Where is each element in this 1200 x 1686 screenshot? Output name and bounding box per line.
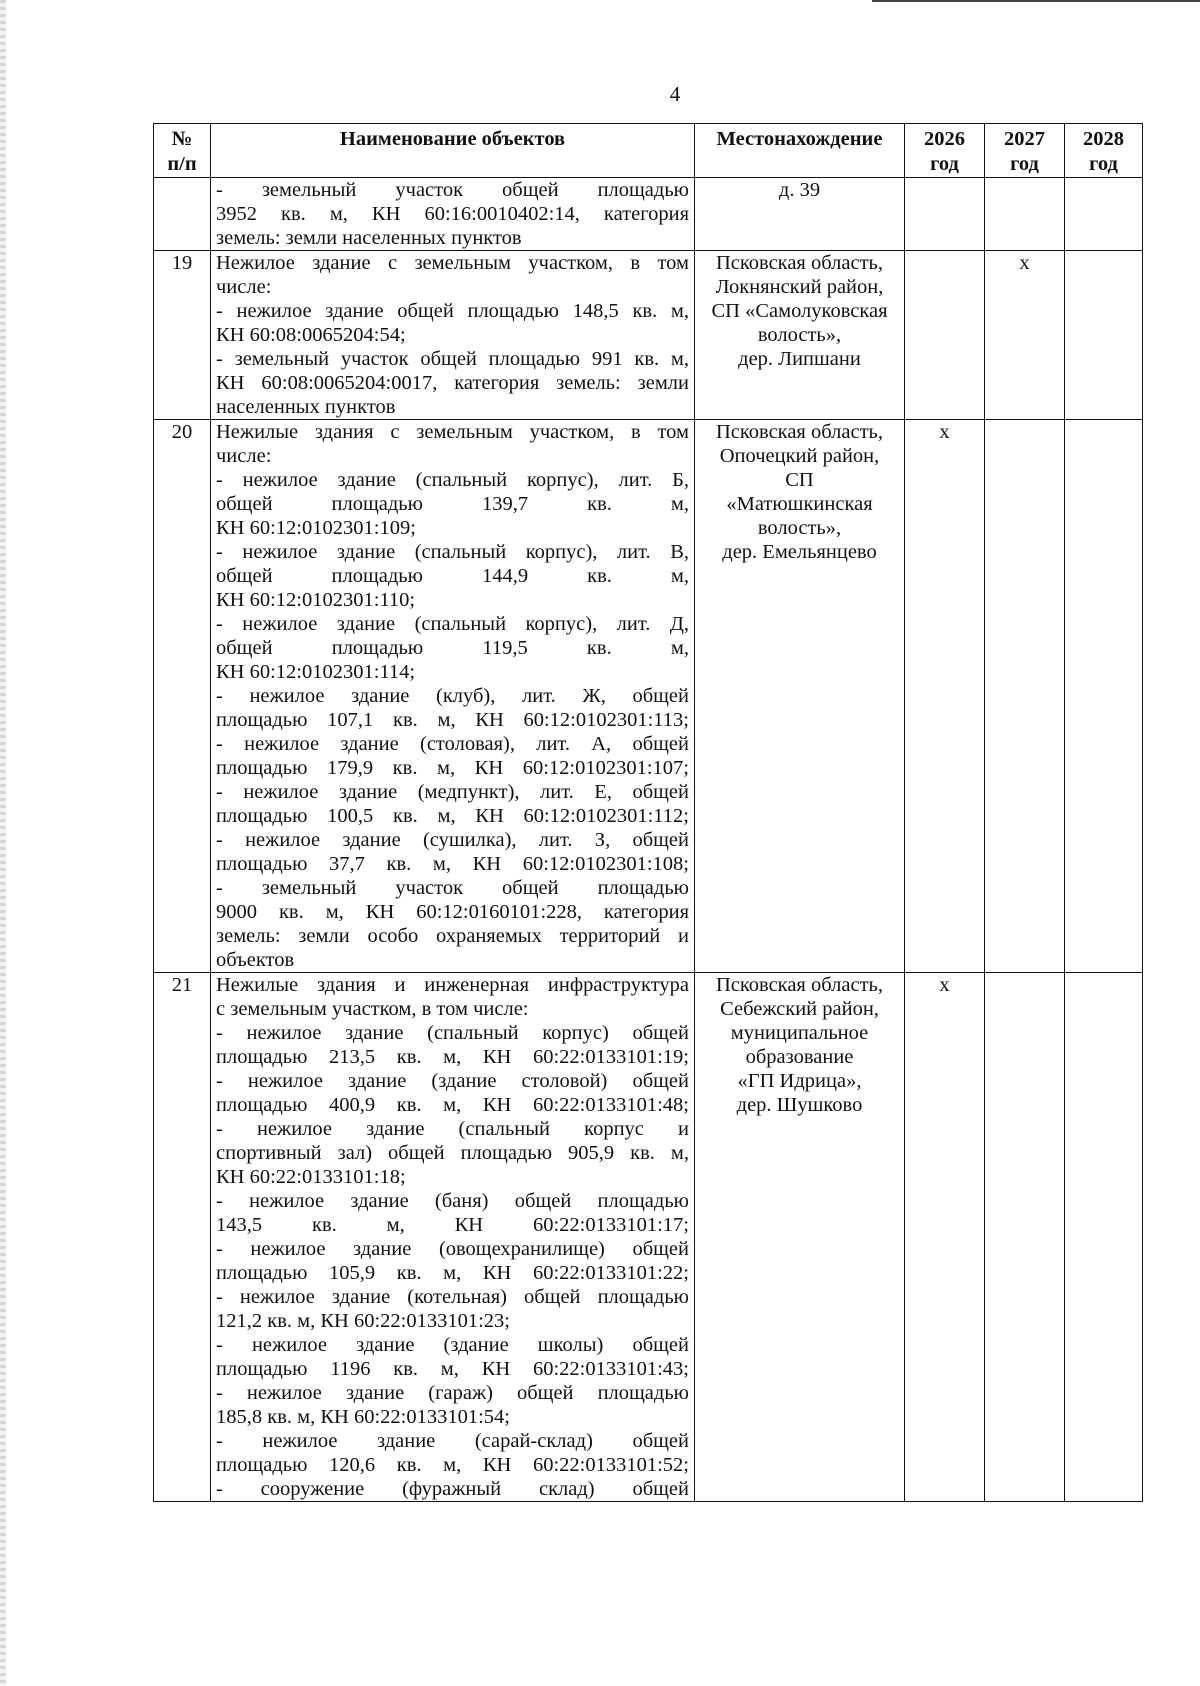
object-name-line: - нежилое здание (спальный корпус), лит. В, (216, 541, 689, 563)
year-2026-mark: х (905, 973, 985, 1502)
object-name-line: 185,8 кв. м, КН 60:22:0133101:54; (216, 1406, 510, 1428)
year-2026-mark (905, 251, 985, 420)
object-name-line: числе: (216, 445, 272, 467)
object-name-line: - нежилое здание (спальный корпус) общей (216, 1022, 689, 1044)
objects-table (153, 123, 1143, 1502)
object-name-line: общей площадью 144,9 кв. м, (216, 565, 689, 587)
object-name-line: площадью 37,7 кв. м, КН 60:12:0102301:108; (216, 853, 689, 875)
object-name-line: КН 60:08:0065204:0017, категория земель: земли (216, 372, 689, 394)
location-line: муниципальное (730, 1022, 869, 1044)
row-number: 21 (154, 973, 211, 1502)
object-name-line: - нежилое здание (сушилка), лит. З, общей (216, 829, 689, 851)
object-location (695, 178, 905, 251)
year-2028-mark (1065, 420, 1143, 973)
object-name-line: площадью 120,6 кв. м, КН 60:22:0133101:52; (216, 1454, 689, 1476)
location-line: Псковская область, (715, 421, 884, 443)
year-2026-mark: х (905, 420, 985, 973)
object-name (211, 420, 695, 973)
object-name-line: - нежилое здание (баня) общей площадью (216, 1190, 689, 1212)
object-name-line: - нежилое здание (здание школы) общей (216, 1334, 689, 1356)
object-name-line: - нежилое здание (спальный корпус), лит. Д, (216, 613, 689, 635)
location-line: дер. Емельянцево (722, 541, 877, 563)
location-line: Псковская область, (715, 252, 884, 274)
object-name-line: Нежилые здания с земельным участком, в том (216, 421, 689, 443)
table-row (154, 251, 1143, 420)
year-2028-mark (1065, 973, 1143, 1502)
object-name-line: КН 60:12:0102301:109; (216, 517, 416, 539)
year-2028-mark (1065, 251, 1143, 420)
object-name-line: земель: земли особо охраняемых территорий и (216, 925, 689, 947)
year-2027-mark (985, 420, 1065, 973)
year-2027-mark (985, 178, 1065, 251)
object-name-line: 121,2 кв. м, КН 60:22:0133101:23; (216, 1310, 510, 1332)
object-name-line: - нежилое здание (котельная) общей площадью (216, 1286, 689, 1308)
header-year-2026: 2026 год (905, 124, 985, 178)
object-name-line: объектов (216, 949, 295, 971)
object-name-line: - земельный участок общей площадью 991 кв. м, (216, 348, 689, 370)
object-name (211, 178, 695, 251)
object-name-line: общей площадью 139,7 кв. м, (216, 493, 689, 515)
object-name (211, 251, 695, 420)
scan-edge (0, 0, 6, 1686)
object-name-line: - нежилое здание (спальный корпус), лит. Б, (216, 469, 689, 491)
object-name-line: площадью 105,9 кв. м, КН 60:22:0133101:22; (216, 1262, 689, 1284)
header-number: № п/п (154, 124, 211, 178)
object-name-line: земель: земли населенных пунктов (216, 227, 522, 249)
object-name-line: КН 60:22:0133101:18; (216, 1166, 406, 1188)
header-row (154, 124, 1143, 178)
object-name-line: 9000 кв. м, КН 60:12:0160101:228, категория (216, 901, 689, 923)
object-name-line: площадью 179,9 кв. м, КН 60:12:0102301:107; (216, 757, 689, 779)
location-line: Локнянский район, (715, 276, 884, 298)
object-name-line: населенных пунктов (216, 396, 396, 418)
header-year-2027: 2027 год (985, 124, 1065, 178)
object-name-line: - нежилое здание (спальный корпус и (216, 1118, 689, 1140)
year-2026-mark (905, 178, 985, 251)
header-year-2028: 2028 год (1065, 124, 1143, 178)
object-name-line: числе: (216, 276, 272, 298)
table-row (154, 420, 1143, 973)
object-name-line: - нежилое здание (медпункт), лит. Е, общей (216, 781, 689, 803)
object-name-line: площадью 213,5 кв. м, КН 60:22:0133101:19; (216, 1046, 689, 1068)
object-name-line: спортивный зал) общей площадью 905,9 кв. м, (216, 1142, 689, 1164)
object-location (695, 420, 905, 973)
object-name-line: КН 60:08:0065204:54; (216, 324, 406, 346)
object-name-line: - нежилое здание (здание столовой) общей (216, 1070, 689, 1092)
object-name-line: площадью 400,9 кв. м, КН 60:22:0133101:48; (216, 1094, 689, 1116)
location-line: Опочецкий район, (719, 445, 880, 467)
location-line: «ГП Идрица», (737, 1070, 862, 1092)
location-line: волость», (757, 324, 842, 346)
object-name-line: площадью 107,1 кв. м, КН 60:12:0102301:113; (216, 709, 689, 731)
object-name-line: - земельный участок общей площадью (216, 877, 689, 899)
object-name-line: - нежилое здание (сарай-склад) общей (216, 1430, 689, 1452)
year-2027-mark: х (985, 251, 1065, 420)
location-line: дер. Шушково (736, 1094, 863, 1116)
header-location: Местонахождение (695, 124, 905, 178)
location-line: «Матюшкинская (726, 493, 873, 515)
object-name-line: общей площадью 119,5 кв. м, (216, 637, 689, 659)
object-name-line: - нежилое здание общей площадью 148,5 кв. м, (216, 300, 689, 322)
table-row (154, 178, 1143, 251)
location-line: образование (745, 1046, 854, 1068)
object-name-line: КН 60:12:0102301:114; (216, 661, 416, 683)
object-location (695, 973, 905, 1502)
header-name: Наименование объектов (211, 124, 695, 178)
object-name-line: Нежилое здание с земельным участком, в том (216, 252, 689, 274)
location-line: СП «Самолуковская (711, 300, 888, 322)
object-name-line: - нежилое здание (овощехранилище) общей (216, 1238, 689, 1260)
object-name-line: - сооружение (фуражный склад) общей (216, 1478, 689, 1500)
object-name (211, 973, 695, 1502)
object-name-line: - нежилое здание (клуб), лит. Ж, общей (216, 685, 689, 707)
location-line: СП (785, 469, 814, 491)
location-line: д. 39 (778, 179, 821, 201)
object-name-line: площадью 1196 кв. м, КН 60:22:0133101:43; (216, 1358, 689, 1380)
object-name-line: КН 60:12:0102301:110; (216, 589, 416, 611)
row-number: 19 (154, 251, 211, 420)
top-rule (872, 0, 1200, 2)
object-name-line: - нежилое здание (столовая), лит. А, общей (216, 733, 689, 755)
location-line: Себежский район, (720, 998, 879, 1020)
row-number: 20 (154, 420, 211, 973)
year-2027-mark (985, 973, 1065, 1502)
object-name-line: Нежилые здания и инженерная инфраструктура (216, 974, 689, 996)
object-name-line: 143,5 кв. м, КН 60:22:0133101:17; (216, 1214, 689, 1236)
object-name-line: 3952 кв. м, КН 60:16:0010402:14, категория (216, 203, 689, 225)
table-row (154, 973, 1143, 1502)
year-2028-mark (1065, 178, 1143, 251)
location-line: дер. Липшани (738, 348, 861, 370)
location-line: Псковская область, (715, 974, 884, 996)
object-location (695, 251, 905, 420)
location-line: волость», (757, 517, 842, 539)
object-name-line: - нежилое здание (гараж) общей площадью (216, 1382, 689, 1404)
object-name-line: площадью 100,5 кв. м, КН 60:12:0102301:112; (216, 805, 689, 827)
page-number: 4 (669, 82, 681, 106)
row-number (154, 178, 211, 251)
object-name-line: - земельный участок общей площадью (216, 179, 689, 201)
object-name-line: с земельным участком, в том числе: (216, 998, 529, 1020)
